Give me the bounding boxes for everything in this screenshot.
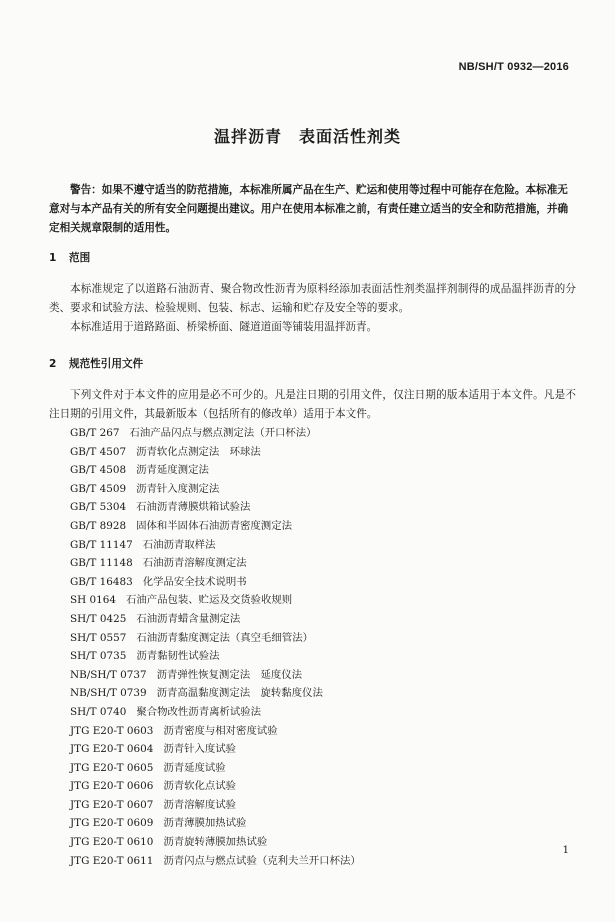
reference-item	[70, 852, 361, 871]
reference-title: 石油沥青薄膜烘箱试验法	[136, 501, 251, 514]
reference-code: GB/T 11148	[70, 557, 133, 570]
reference-code: GB/T 16483	[70, 575, 133, 588]
reference-title: 石油沥青黏度测定法（真空毛细管法）	[136, 631, 313, 644]
reference-title: 化学品安全技术说明书	[142, 575, 247, 588]
reference-title: 沥青延度试验	[163, 761, 226, 774]
reference-title: 石油沥青溶解度测定法	[142, 557, 247, 570]
reference-code: JTG E20-T 0611	[70, 854, 154, 867]
reference-list	[70, 424, 361, 870]
standard-code: NB/SH/T 0932—2016	[458, 61, 569, 73]
reference-code: SH/T 0557	[70, 631, 127, 644]
reference-item	[70, 777, 361, 796]
reference-code: JTG E20-T 0604	[70, 743, 154, 756]
reference-code: JTG E20-T 0605	[70, 761, 154, 774]
reference-item	[70, 684, 361, 703]
section-2-heading	[49, 356, 143, 371]
reference-title: 沥青闪点与燃点试验（克利夫兰开口杯法）	[163, 854, 361, 867]
reference-item	[70, 498, 361, 517]
reference-item	[70, 480, 361, 499]
reference-code: GB/T 4508	[70, 464, 127, 477]
reference-code: JTG E20-T 0606	[70, 780, 154, 793]
reference-item	[70, 666, 361, 685]
reference-code: NB/SH/T 0739	[70, 687, 147, 700]
section-1-number: 1	[49, 252, 57, 264]
reference-title: 沥青软化点试验	[163, 780, 237, 793]
page-number: 1	[562, 845, 569, 856]
reference-item	[70, 759, 361, 778]
reference-title: 石油产品闪点与燃点测定法（开口杯法）	[129, 427, 317, 439]
reference-title: 沥青软化点测定法 环球法	[136, 445, 261, 458]
reference-title: 沥青黏韧性试验法	[136, 650, 220, 663]
reference-title: 石油产品包装、贮运及交货验收规则	[125, 594, 293, 607]
reference-item	[70, 443, 361, 462]
reference-title: 沥青弹性恢复测定法 延度仪法	[156, 668, 303, 681]
reference-item	[70, 517, 361, 536]
reference-item	[70, 554, 361, 573]
reference-item	[70, 629, 361, 648]
document-title: 温拌沥青 表面活性剂类	[213, 127, 401, 146]
reference-title: 沥青密度与相对密度试验	[163, 724, 278, 737]
reference-code: SH/T 0740	[70, 705, 127, 718]
reference-title: 聚合物改性沥青离析试验法	[136, 705, 262, 718]
references-intro: 下列文件对于本文件的应用是必不可少的。凡是注日期的引用文件，仅注日期的版本适用于本文件。凡是不注日期的引用文件，其最新版本（包括所有的修改单）适用于本文件。	[49, 389, 576, 420]
reference-title: 石油沥青取样法	[142, 538, 216, 551]
reference-item	[70, 647, 361, 666]
reference-item	[70, 610, 361, 629]
reference-item	[70, 536, 361, 555]
reference-code: GB/T 5304	[70, 501, 127, 514]
reference-code: JTG E20-T 0607	[70, 798, 154, 811]
reference-code: GB/T 4509	[70, 482, 127, 495]
section-1-heading	[49, 250, 90, 265]
reference-code: JTG E20-T 0603	[70, 724, 154, 737]
reference-code: SH 0164	[70, 594, 116, 607]
section-2-title: 规范性引用文件	[69, 358, 144, 370]
scope-paragraph-2: 本标准适用于道路路面、桥梁桥面、隧道道面等铺装用温拌沥青。	[70, 321, 378, 333]
reference-title: 石油沥青蜡含量测定法	[136, 612, 241, 625]
section-2-number: 2	[49, 358, 57, 370]
reference-item	[70, 424, 361, 443]
reference-code: SH/T 0735	[70, 650, 127, 663]
reference-code: GB/T 11147	[70, 538, 133, 551]
reference-code: JTG E20-T 0610	[70, 836, 154, 849]
reference-title: 沥青高温黏度测定法 旋转黏度仪法	[156, 687, 323, 700]
reference-item	[70, 796, 361, 815]
reference-code: JTG E20-T 0609	[70, 817, 154, 830]
reference-title: 沥青延度测定法	[136, 464, 209, 477]
reference-item	[70, 722, 361, 741]
reference-item	[70, 461, 361, 480]
reference-item	[70, 814, 361, 833]
reference-item	[70, 833, 361, 852]
warning-notice: 警告：如果不遵守适当的防范措施，本标准所属产品在生产、贮运和使用等过程中可能存在危险。本标准无意对与本产品有关的所有安全问题提出建议。用户在使用本标准之前，有责任建立适当的安全和防范措施，并确定相关规章限制的适用性。	[49, 184, 569, 234]
reference-code: GB/T 8928	[70, 519, 127, 532]
section-1-title: 范围	[69, 252, 91, 264]
reference-item	[70, 591, 361, 610]
reference-code: NB/SH/T 0737	[70, 668, 147, 681]
reference-title: 沥青溶解度试验	[163, 798, 237, 811]
reference-title: 沥青针入度测定法	[136, 482, 220, 495]
reference-item	[70, 573, 361, 592]
reference-code: SH/T 0425	[70, 612, 127, 625]
reference-title: 沥青旋转薄膜加热试验	[163, 836, 268, 849]
reference-item	[70, 703, 361, 722]
reference-title: 固体和半固体石油沥青密度测定法	[136, 519, 292, 532]
reference-code: GB/T 267	[70, 427, 120, 439]
scope-paragraph-1: 本标准规定了以道路石油沥青、聚合物改性沥青为原料经添加表面活性剂类温拌剂制得的成品温拌沥青的分类、要求和试验方法、检验规则、包装、标志、运输和贮存及安全等的要求。	[49, 283, 576, 314]
reference-item	[70, 740, 361, 759]
reference-title: 沥青薄膜加热试验	[163, 817, 247, 830]
reference-code: GB/T 4507	[70, 445, 127, 458]
reference-title: 沥青针入度试验	[163, 743, 237, 756]
